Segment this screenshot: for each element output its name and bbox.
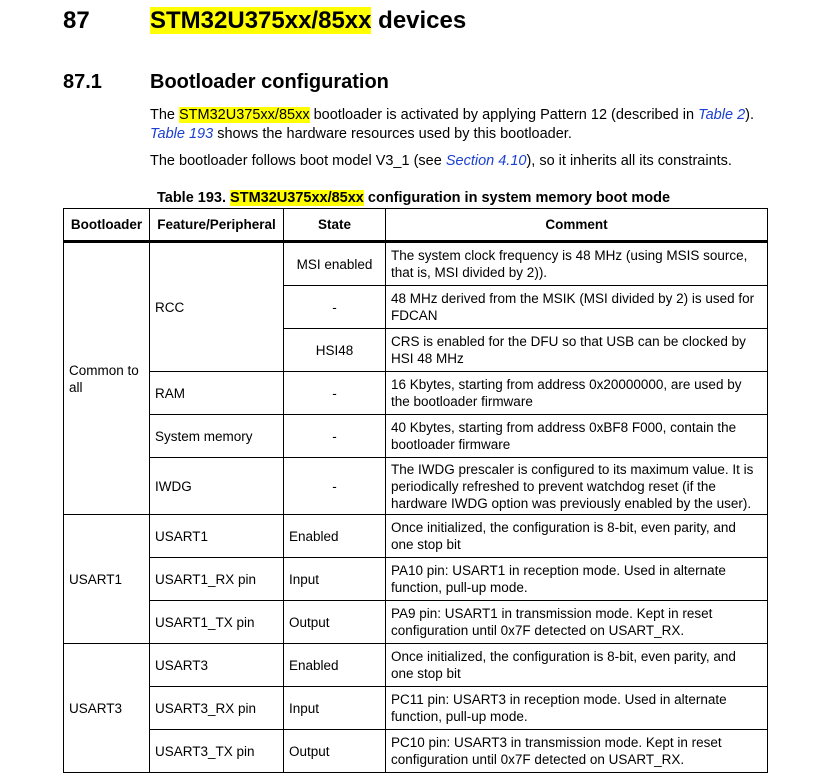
comment-cell: The system clock frequency is 48 MHz (using MSIS source, that is, MSI divided by 2)). [386,242,768,286]
comment-cell: PA9 pin: USART1 in transmission mode. Kept in reset configuration until 0x7F detected on USART_RX. [386,601,768,644]
comment-cell: Once initialized, the configuration is 8-bit, even parity, and one stop bit [386,644,768,687]
comment-cell: 16 Kbytes, starting from address 0x20000000, are used by the bootloader firmware [386,372,768,415]
caption-label: Table 193. [156,190,231,206]
group-common: Common to all [64,242,150,515]
section-title-rest: devices [371,7,467,34]
header-state: State [284,209,386,242]
intro-paragraph [150,106,780,144]
section-heading [63,6,466,36]
table-caption [0,188,815,208]
subsection-title: Bootloader configuration [150,71,389,93]
comment-cell: 40 Kbytes, starting from address 0xBF8 F000, contain the bootloader firmware [386,415,768,458]
feature-cell: USART1_RX pin [150,558,284,601]
table-row [64,242,768,286]
feature-cell: USART3_RX pin [150,687,284,730]
comment-cell: PA10 pin: USART1 in reception mode. Used in alternate function, pull-up mode. [386,558,768,601]
comment-cell: PC11 pin: USART3 in reception mode. Used in alternate function, pull-up mode. [386,687,768,730]
group-usart3: USART3 [64,644,150,773]
feature-cell: System memory [150,415,284,458]
state-cell: - [284,372,386,415]
table-header-row [64,209,768,242]
section-title-highlight: STM32U375xx/85xx [150,7,372,34]
state-cell: Input [284,558,386,601]
comment-cell: 48 MHz derived from the MSIK (MSI divided by 2) is used for FDCAN [386,286,768,329]
group-usart1: USART1 [64,515,150,644]
table-row [64,687,768,730]
state-cell: Output [284,730,386,773]
header-comment: Comment [386,209,768,242]
state-cell: Enabled [284,515,386,558]
p1-highlight: STM32U375xx/85xx [179,107,310,123]
table-2-link[interactable]: Table 2 [698,107,746,123]
subsection-number: 87.1 [63,71,102,93]
bootloader-config-table [63,208,768,773]
feature-cell: USART1_TX pin [150,601,284,644]
caption-highlight: STM32U375xx/85xx [230,190,364,206]
header-feature: Feature/Peripheral [150,209,284,242]
table-row [64,644,768,687]
boot-model-paragraph [150,152,780,171]
table-193-link[interactable]: Table 193 [150,126,214,142]
section-4-10-link[interactable]: Section 4.10 [445,153,527,169]
table-row [64,730,768,773]
p1-text-a: The [150,107,180,123]
state-cell: - [284,415,386,458]
state-cell: - [284,286,386,329]
p2-text-a: The bootloader follows boot model V3_1 (see [150,153,446,169]
state-cell: Enabled [284,644,386,687]
state-cell: MSI enabled [284,242,386,286]
section-number: 87 [63,7,90,34]
table-row [64,458,768,515]
state-cell: Output [284,601,386,644]
p1-text-d: shows the hardware resources used by this bootloader. [213,126,572,142]
feature-cell: USART3 [150,644,284,687]
table-row [64,372,768,415]
feature-cell: USART1 [150,515,284,558]
p1-text-c: ). [745,107,754,123]
comment-cell: CRS is enabled for the DFU so that USB can be clocked by HSI 48 MHz [386,329,768,372]
p2-text-b: ), so it inherits all its constraints. [526,153,732,169]
comment-cell: Once initialized, the configuration is 8-bit, even parity, and one stop bit [386,515,768,558]
caption-text: configuration in system memory boot mode [363,190,671,206]
header-bootloader: Bootloader [64,209,150,242]
state-cell: - [284,458,386,515]
table-row [64,415,768,458]
table-row [64,515,768,558]
table-row [64,601,768,644]
subsection-heading [63,68,389,96]
state-cell: HSI48 [284,329,386,372]
feature-cell: RAM [150,372,284,415]
comment-cell: PC10 pin: USART3 in transmission mode. Kept in reset configuration until 0x7F detected on USART_RX. [386,730,768,773]
feature-cell: USART3_TX pin [150,730,284,773]
feature-cell: IWDG [150,458,284,515]
comment-cell: The IWDG prescaler is configured to its maximum value. It is periodically refreshed to prevent watchdog reset (if the hardware IWDG option was previously enabled by the user). [386,458,768,515]
table-row [64,558,768,601]
p1-text-b: bootloader is activated by applying Pattern 12 (described in [309,107,699,123]
feature-rcc: RCC [150,242,284,372]
state-cell: Input [284,687,386,730]
